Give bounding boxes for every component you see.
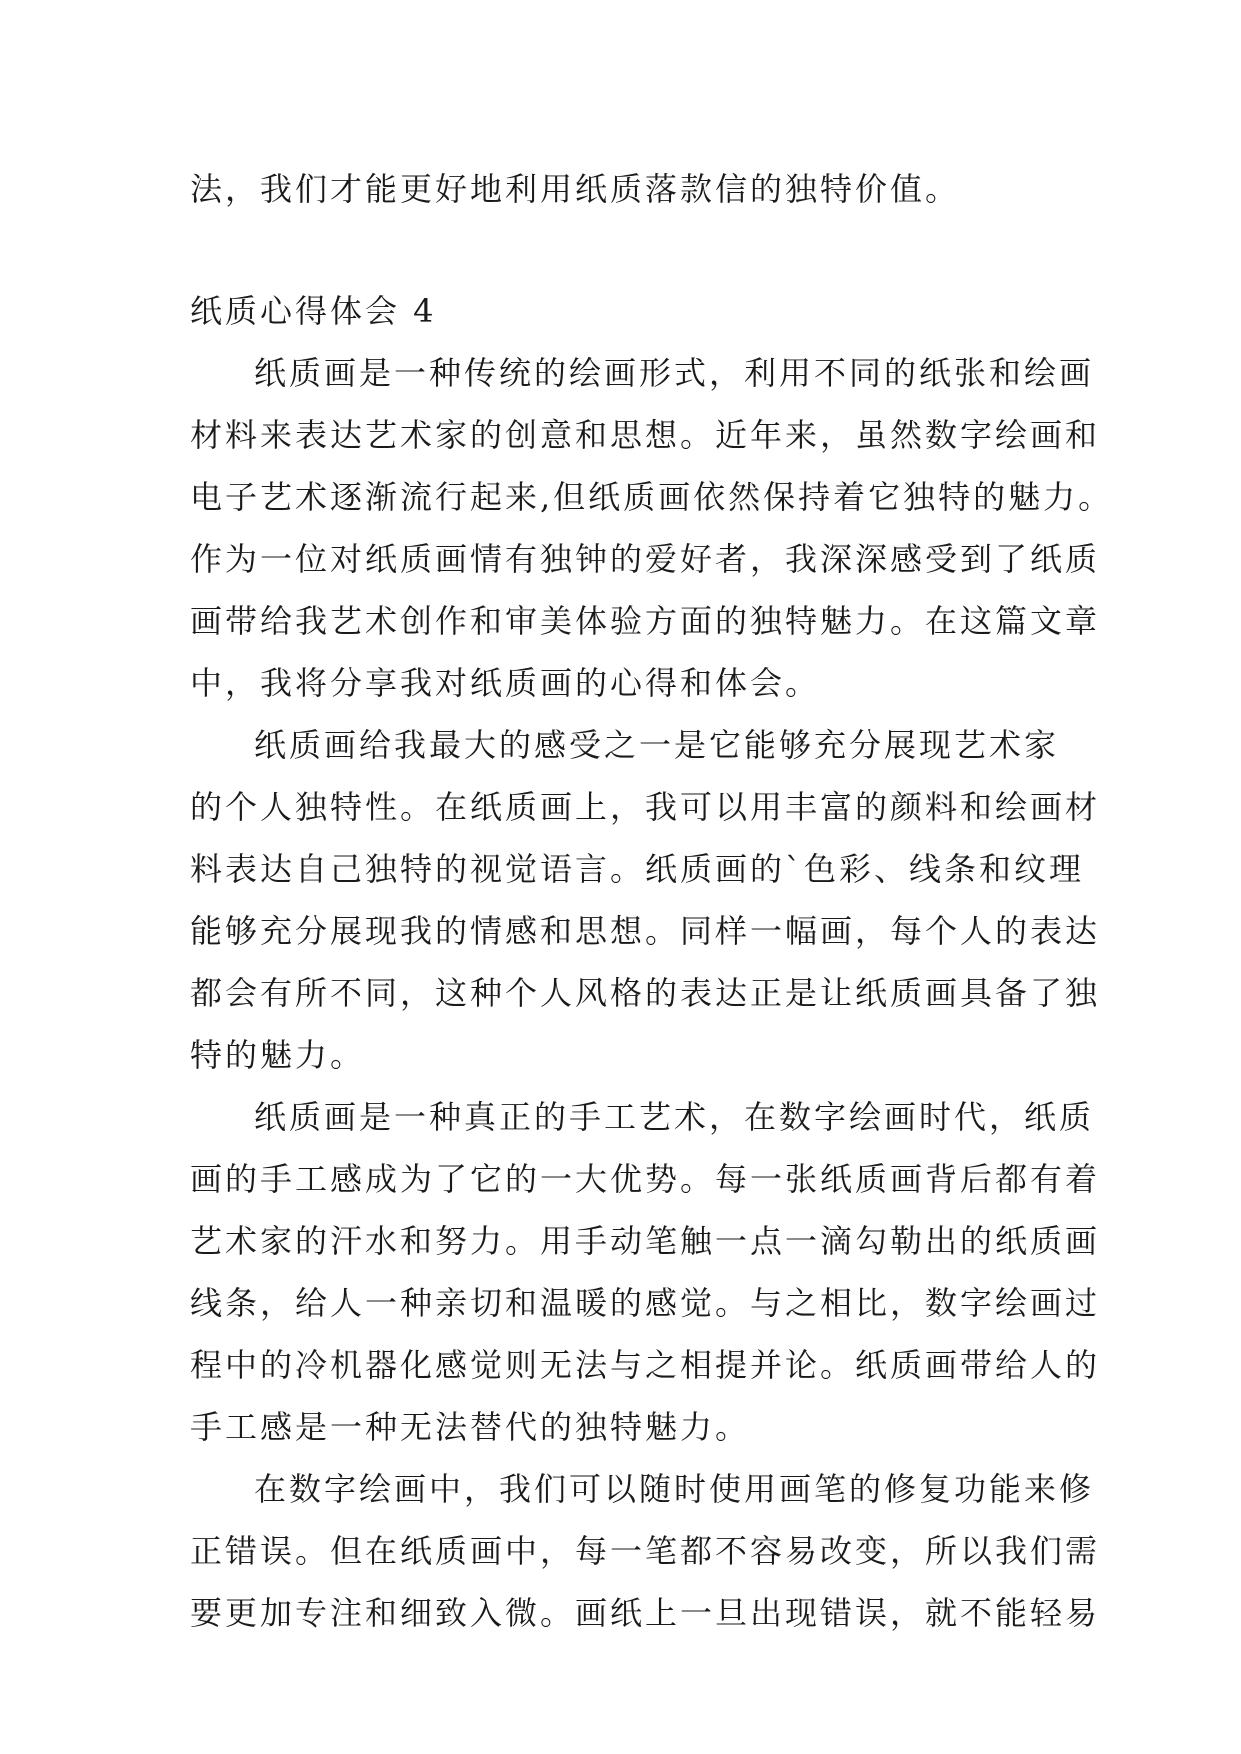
paragraph-line: 线条，给人一种亲切和温暖的感觉。与之相比，数字绘画过 [190, 1284, 1101, 1322]
paragraph-line: 要更加专注和细致入微。画纸上一旦出现错误，就不能轻易 [190, 1594, 1101, 1632]
paragraph-line: 纸质画是一种传统的绘画形式，利用不同的纸张和绘画 [254, 354, 1095, 392]
paragraph-line: 画带给我艺术创作和审美体验方面的独特魅力。在这篇文章 [190, 602, 1101, 640]
paragraph-line: 纸质画是一种真正的手工艺术，在数字绘画时代，纸质 [254, 1098, 1095, 1136]
section-gap [190, 220, 1058, 280]
paragraph-line: 在数字绘画中，我们可以随时使用画笔的修复功能来修 [254, 1470, 1095, 1508]
paragraph-line: 都会有所不同，这种个人风格的表达正是让纸质画具备了独 [190, 974, 1101, 1012]
section-title: 纸质心得体会 4 [190, 292, 437, 330]
paragraph-line: 料表达自己独特的视觉语言。纸质画的`色彩、线条和纹理 [190, 850, 1085, 888]
paragraph-1 [190, 342, 1114, 714]
paragraph-line: 的个人独特性。在纸质画上，我可以用丰富的颜料和绘画材 [190, 788, 1101, 826]
paragraph-line: 电子艺术逐渐流行起来,但纸质画依然保持着它独特的魅力。 [190, 478, 1114, 516]
paragraph-line: 特的魅力。 [190, 1036, 366, 1074]
paragraph-line: 材料来表达艺术家的创意和思想。近年来，虽然数字绘画和 [190, 416, 1101, 454]
paragraph-line: 纸质画给我最大的感受之一是它能够充分展现艺术家 [254, 726, 1060, 764]
paragraph-4 [190, 1458, 1101, 1644]
paragraph-2 [190, 714, 1101, 1086]
paragraph-line: 手工感是一种无法替代的独特魅力。 [190, 1408, 751, 1446]
paragraph-line: 程中的冷机器化感觉则无法与之相提并论。纸质画带给人的 [190, 1346, 1101, 1384]
paragraph-line: 正错误。但在纸质画中，每一笔都不容易改变，所以我们需 [190, 1532, 1101, 1570]
paragraph-3 [190, 1086, 1101, 1458]
paragraph-line: 能够充分展现我的情感和思想。同样一幅画，每个人的表达 [190, 912, 1101, 950]
paragraph-line: 作为一位对纸质画情有独钟的爱好者，我深深感受到了纸质 [190, 540, 1101, 578]
paragraph-line: 画的手工感成为了它的一大优势。每一张纸质画背后都有着 [190, 1160, 1101, 1198]
paragraph-line: 中，我将分享我对纸质画的心得和体会。 [190, 664, 821, 702]
intro-line: 法，我们才能更好地利用纸质落款信的独特价值。 [190, 170, 961, 208]
text-column [190, 158, 1114, 1644]
paragraph-line: 艺术家的汗水和努力。用手动笔触一点一滴勾勒出的纸质画 [190, 1222, 1101, 1260]
